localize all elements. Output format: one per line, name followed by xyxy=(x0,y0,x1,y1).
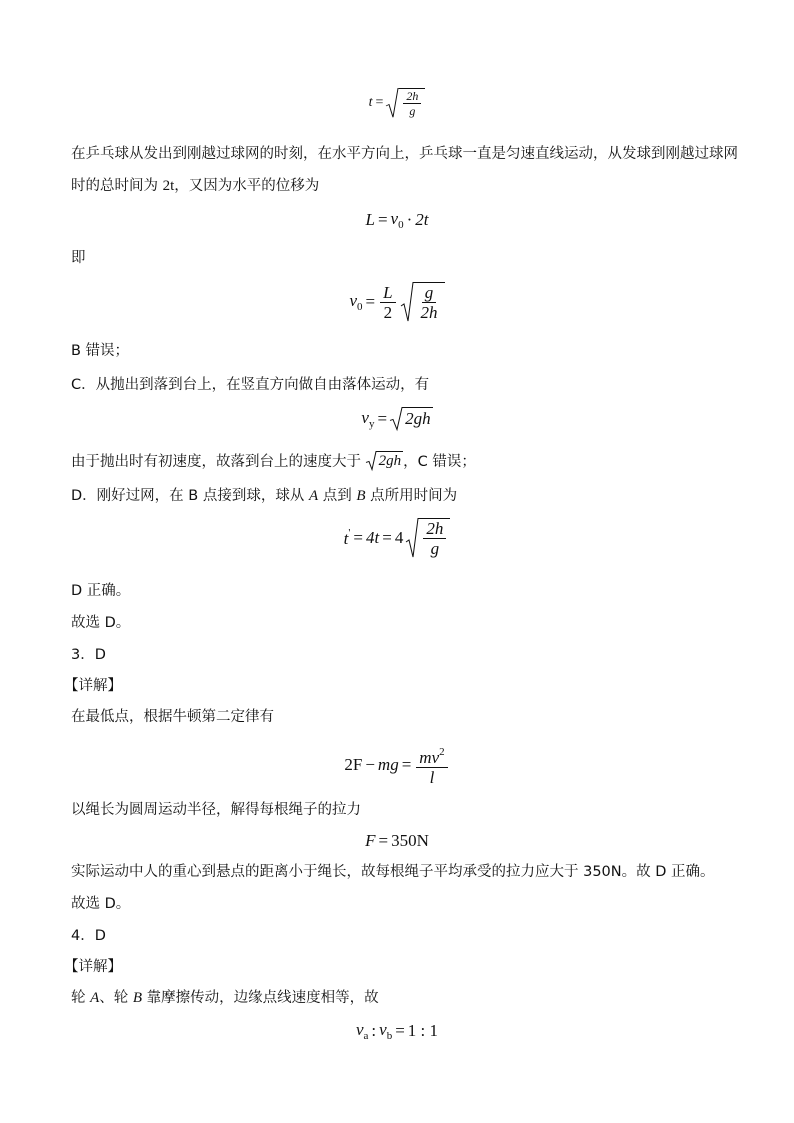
fraction: $\frac{mv^2}{l}$ xyxy=(416,743,447,787)
paragraph: D．刚好过网，在 B 点接到球，球从 A 点到 B 点所用时间为 xyxy=(71,488,458,504)
paragraph: 在乒乓球从发出到刚越过球网的时刻，在水平方向上，乒乓球一直是匀速直线运动，从发球到刚越过球网 xyxy=(71,146,738,162)
paragraph: 轮 A、轮 B 靠摩擦传动，边缘点线速度相等，故 xyxy=(71,990,379,1006)
equation-tension: F = 350N xyxy=(365,831,429,850)
paragraph: 时的总时间为 2t，又因为水平的位移为 xyxy=(71,178,320,194)
equation-displacement: L = $v_0$ · 2t xyxy=(365,209,429,231)
equation-total-time: t' = 4t = 4 $\frac{2h}{g}$ xyxy=(0,518,794,558)
paragraph: 以绳长为圆周运动半径，解得每根绳子的拉力 xyxy=(71,802,361,818)
fraction: $\frac{2h}{g}$ xyxy=(423,519,446,558)
paragraph: C．从抛出到落到台上，在竖直方向做自由落体运动，有 xyxy=(71,377,430,393)
fraction: $\frac{L}{2}$ xyxy=(380,283,395,322)
paragraph: 故选 D。 xyxy=(71,615,131,631)
section-heading: 【详解】 xyxy=(64,678,122,694)
paragraph: D 正确。 xyxy=(71,583,131,599)
paragraph: 由于抛出时有初速度，故落到台上的速度大于 2gh ，C 错误； xyxy=(71,453,476,470)
sqrt-expression xyxy=(406,518,450,558)
section-heading: 【详解】 xyxy=(64,959,122,975)
paragraph: B 错误； xyxy=(71,343,130,359)
paragraph: 实际运动中人的重心到悬点的距离小于绳长，故每根绳子平均承受的拉力应大于 350N。故 D 正确。 xyxy=(71,864,715,880)
equation-time: t = $\frac{2h}{g}$ xyxy=(0,88,794,118)
fraction: $\frac{g}{2h}$ xyxy=(420,283,438,322)
equation-velocity-ratio: $v_a$ : $v_b$ = 1 : 1 xyxy=(355,1020,439,1042)
question-answer: 4．D xyxy=(71,928,106,944)
equation-initial-velocity: $v_0$ = $\frac{L}{2}$ $\frac{g}{2h}$ xyxy=(0,282,794,322)
paragraph: 即 xyxy=(71,250,86,266)
paragraph: 故选 D。 xyxy=(71,896,131,912)
equation-newton-second-law: 2F − mg = $\frac{mv^2}{l}$ xyxy=(0,743,794,787)
paragraph: 在最低点，根据牛顿第二定律有 xyxy=(71,709,274,725)
sqrt-expression xyxy=(386,88,425,118)
sqrt-expression xyxy=(401,282,445,322)
eq-symbol: t xyxy=(368,95,373,110)
equation-vertical-velocity: $v_y$ = 2gh xyxy=(361,407,431,430)
eq-term: 2F xyxy=(344,755,363,774)
sqrt-expression: 2gh xyxy=(366,451,404,470)
fraction: $\frac{2h}{g}$ xyxy=(403,89,421,118)
sqrt-expression: 2gh xyxy=(390,407,433,430)
question-answer: 3．D xyxy=(71,647,106,663)
